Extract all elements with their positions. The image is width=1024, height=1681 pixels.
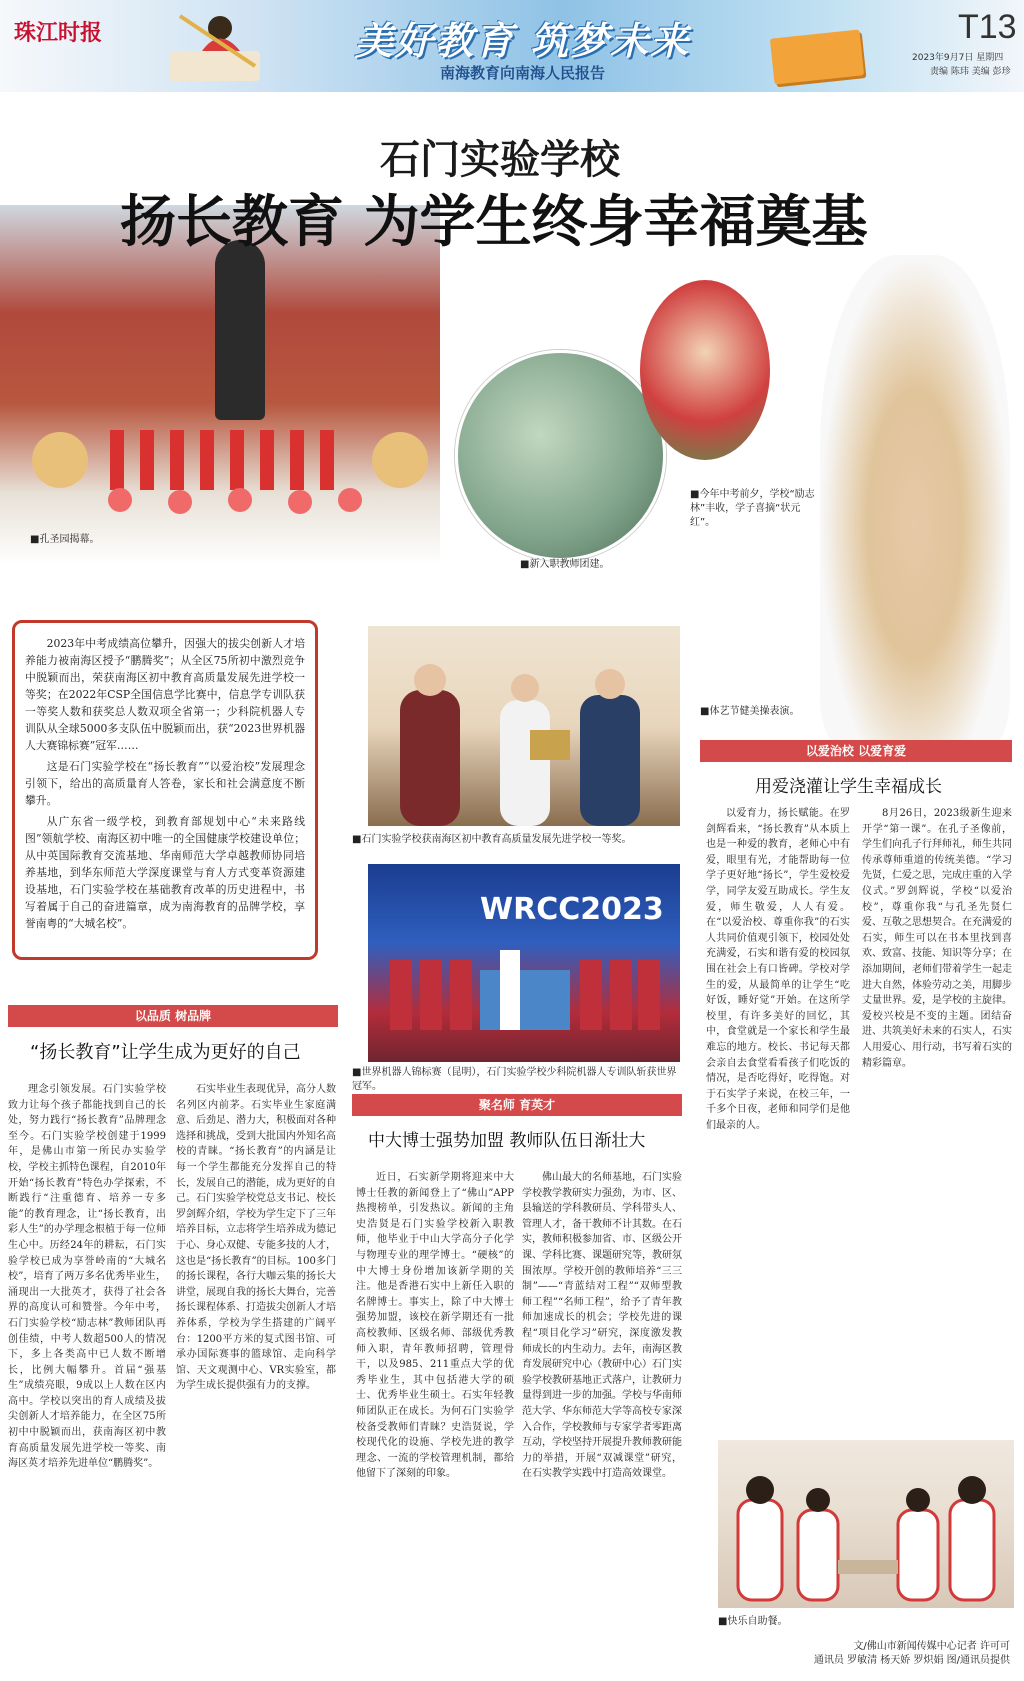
robot-banner-text: WRCC2023 xyxy=(480,892,664,927)
ceremony-crowd xyxy=(20,410,440,530)
section-title-love: 用爱浇灌让学生幸福成长 xyxy=(755,777,942,797)
intro-box xyxy=(12,620,318,960)
award-people xyxy=(380,650,670,826)
new-teachers-photo xyxy=(455,350,666,561)
article-column: 近日，石实新学期将迎来中大博士任教的新闻登上了“佛山”APP热搜榜单，引发热议。新闻的主角史浩贤是石门实验学校新入职教师，他毕业于中山大学高分子化学与物理专业的理学博士。“硬核”的中大博士身份增加该新学期的关注。他是香港石实中上新任入职的名牌博士。事实上，除了中大博士强势加盟，该校在新学期还有一批高校教师、区级名师、部级优秀教师入职，青年教师招聘，管理骨干，以及985、211重点大学的优秀毕业生，其中包括港大学的硕士、优秀毕业生硕士。石实年轻教师团队正在成长。为何石门实验学校备受教师们青睐？史浩贤说，学校现代化的设施、学校先进的教学理念、一流的学校管理机制，都给他留下了深刻的印象。 xyxy=(356,1172,514,1480)
byline-credits xyxy=(760,1640,1010,1668)
byline-correspondents: 通讯员 罗敏清 杨天娇 罗炽娟 图/通讯员提供 xyxy=(813,1655,1010,1666)
section-banner-love: 以爱治校 以爱育爱 xyxy=(700,740,1012,762)
meal-caption: ■快乐自助餐。 xyxy=(718,1616,788,1627)
gymnast-photo xyxy=(820,255,1010,745)
section-title-teachers: 中大博士强势加盟 教师队伍日渐壮大 xyxy=(368,1131,646,1151)
confucius-statue xyxy=(215,240,265,420)
robot-team-group xyxy=(380,940,670,1062)
article-column: 佛山最大的名师基地，石门实验学校教学教研实力强劲，为市、区、县输送的学科教研员、学科带头人、管理人才，备干教师不计其数。在石实，教师积极参加省、市、区级公开课、学科比赛、课题研究等，教研氛围浓厚。学校开创的教师培养“三三制”——“青蓝结对工程”“双师型教师工程”“名师工程”，给予了青年教师加速成长的机会；学校先进的课程“项目化学习”研究，深度激发教师成长的内生动力。去年，南海区教育发展研究中心（教研中心）石门实验学校教研基地正式落户，让教研力量得到进一步的加强。学校与华南师范大学、华东师范大学等高校专家深入合作，学校教师与专家学者零距离互动，学校坚持开展提升教师教研能力的举措，开展“双减课堂”研究，在石实教学实践中打造高效课堂。 xyxy=(522,1172,682,1480)
school-name: 石门实验学校 xyxy=(380,136,620,183)
article-column: 以爱育力，扬长赋能。在罗剑辉看来，“扬长教育”从本质上也是一种爱的教育，老师心中有爱，眼里有光，才能帮助每一位学子更好地“扬长”，学生爱校爱学，同学友爱互助成长。学生友爱，师生敬爱，人人有爱。在“以爱治校、尊重你我”的石实人共同价值观引领下，校园处处充满爱，石实和谐有爱的校园氛围在社会上有口皆碑。学校对学生的爱，从最简单的让学生“吃好饭，睡好觉”开始。在这所学校里，有许多美好的回忆，其中，食堂就是一个家长和学生最难忘的地方。校长、书记每天都会亲自去食堂看看孩子们吃饭的情况，是否吃得好，吃得饱。对于石实学子来说，在校三年，一千多个日夜，老师和同学们是他们最亲的人。 xyxy=(706,808,850,1131)
issue-date: 2023年9月7日 星期四 xyxy=(912,53,1004,63)
page-subtitle: 南海教育向南海人民报告 xyxy=(440,64,606,82)
editors-line: 责编 陈玮 美编 彭珍 xyxy=(930,67,1011,77)
reading-girl-illustration xyxy=(160,6,270,86)
students-dining xyxy=(728,1460,1004,1608)
main-headline: 扬长教育 为学生终身幸福奠基 xyxy=(120,190,868,255)
student-scholar-photo xyxy=(640,280,770,460)
statue-caption: ■孔圣园揭幕。 xyxy=(30,534,100,545)
intro-paragraph: 这是石门实验学校在“扬长教育”“以爱治校”发展理念引领下，给出的高质量育人答卷，家长和社会满意度不断攀升。 xyxy=(25,760,305,807)
newspaper-brand: 珠江时报 xyxy=(14,20,103,46)
robot-caption: ■世界机器人锦标赛（昆明），石门实验学校少科院机器人专训队斩获世界冠军。 xyxy=(352,1067,677,1092)
intro-paragraph: 从广东省一级学校，到教育部规划中心“未来路线图”领航学校、南海区初中唯一的全国健康学校建设单位；从中英国际教育交流基地、华南师范大学卓越教师协同培养基地，到华东师范大学深度课堂与育人方式变革资源建设基地，石门实验学校在基础教育改革的历史进程中，书写着属于自己的奋进篇章，成为南海教育的品牌学校，享誉南粤的“大城名校”。 xyxy=(25,815,305,930)
article-column: 8月26日，2023级新生迎来开学“第一课”。在孔子圣像前，学生们向孔子行拜师礼，师生共同传承尊师重道的传统美德。“学习先贤，仁爱之思，完成庄重的入学仪式。”罗剑辉说，学校“以爱治校”，尊重你我“与孔圣先贤仁爱、互敬之思想契合。在充满爱的石实，师生可以在书本里找到喜欢、致富、技能、知识等分享；在添加期间，老师们带着学生一起走进大自然，体验劳动之美，用脚步丈量世界。爱，是学校的主旋律。爱校兴校是不变的主题。团结奋进、共筑美好未来的石实人，石实人用爱心、用行动，书写着石实的精彩篇章。 xyxy=(862,808,1012,1069)
intro-paragraph: 2023年中考成绩高位攀升，因强大的拔尖创新人才培养能力被南海区授予“鹏腾奖”；从全区75所初中激烈竞争中脱颖而出，荣获南海区初中教育高质量发展先进学校一等奖；在2022年CSP全国信息学比赛中，信息学专训队获一等奖人数和获奖总人数双项全省第一；少科院机器人专训队从全球5000多支队伍中脱颖而出，获“2023世界机器人大赛锦标赛”冠军…… xyxy=(25,637,305,752)
article-column: 石实毕业生表现优异，高分人数名列区内前茅。石实毕业生家庭满意、后劲足、潜力大，积极面对各种选择和挑战，受到大批国内外知名高校的青睐。“扬长教育”的内涵是让每一个学生都能充分发挥自己的特长，发展自己的潜能，成为更好的自己。石门实验学校党总支书记、校长罗剑辉介绍，学校为学生定下了三年培养目标，立志将学生培养成为德记于心、身心双健、专能多技的人才，这也是“扬长教育”的目标。100多门的扬长课程，各行大咖云集的扬长大讲堂，展现自我的扬长大舞台，完善扬长课程体系、打造拔尖创新人才培养体系，学校为学生搭建的广阔平台：1200平方米的复式图书馆、可承办国际赛事的篮球馆、走向科学馆、天文观测中心、VR实验室，都为学生成长提供强有力的支撑。 xyxy=(176,1084,336,1392)
article-column: 理念引领发展。石门实验学校致力让每个孩子都能找到自己的长处，努力践行“扬长教育”品牌理念至今。石门实验学校创建于1999年，是佛山市第一所民办实验学校，学校主抓特色课程，自2010年开始“扬长教育”特色办学探索，不断践行“注重德育、培养一专多能”的教育理念，让“扬长教育，出彩人生”的办学理念根植于每一位师生心中。历经24年的耕耘，石门实验学校已成为享誉岭南的“大城名校”，培育了两万多名优秀毕业生，涌现出一大批英才，获得了社会各界的高度认可和赞誉。今年中考，石门实验学校“励志林”教师团队再创佳绩，中考人数超500人的情况下，多上各类高中已人数不断增长，比例大幅攀升。首届“强基生”成绩亮眼，9成以上人数在区内高中。学校以突出的育人成绩及拔尖创新人才培养能力，在全区75所初中中脱颖而出，获南海区初中教育高质量发展先进学校一等奖、南海区英才培养先进单位“鹏腾奖”。 xyxy=(8,1084,166,1470)
scholar-caption: ■今年中考前夕，学校“励志林”丰收，学子喜摘“状元红”。 xyxy=(690,489,815,528)
book-illustration xyxy=(770,29,864,84)
page-slogan: 美好教育 筑梦未来 xyxy=(355,19,691,63)
section-title-yangchang: “扬长教育”让学生成为更好的自己 xyxy=(30,1042,301,1063)
award-caption: ■石门实验学校获南海区初中教育高质量发展先进学校一等奖。 xyxy=(352,834,632,845)
byline-reporter: 文/佛山市新闻传媒中心记者 许可可 xyxy=(853,1641,1010,1652)
section-banner-quality: 以品质 树品牌 xyxy=(8,1005,338,1027)
section-banner-teachers: 聚名师 育英才 xyxy=(352,1094,682,1116)
new-teachers-caption: ■新入职教师团建。 xyxy=(520,559,610,570)
gymnast-caption: ■体艺节健美操表演。 xyxy=(700,706,800,717)
page-number: T13 xyxy=(958,8,1017,46)
